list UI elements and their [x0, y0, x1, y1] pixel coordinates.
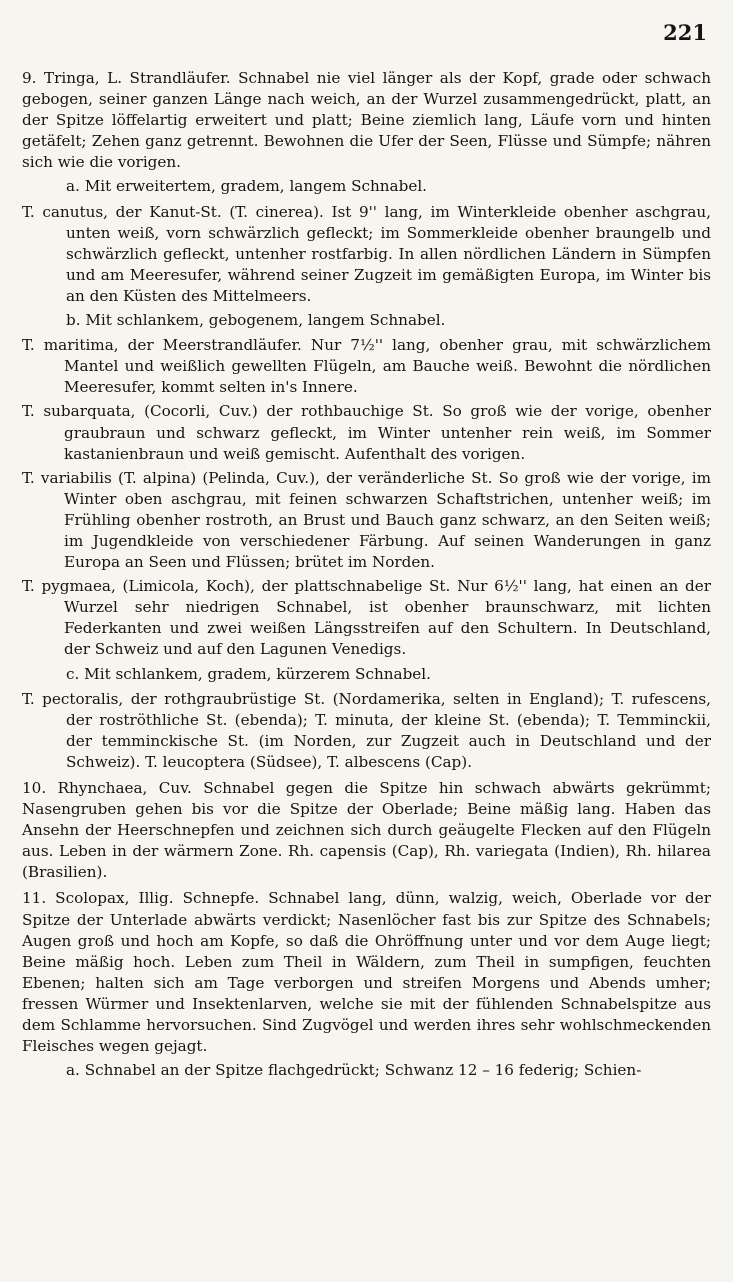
species-canutus: T. canutus, der Kanut-St. (T. cinerea). Ist 9'' lang, im Winterkleide obenher aschgrau, unten weiß, vorn schwärzlich gefleckt; im Sommerkleide obenher braungelb und schwärzlich gefleckt, untenher rostfarbig. In allen nördlichen Ländern in Sümpfen und am Meeresufer, während seiner Zugzeit im gemäßigten Europa, im Winter bis an den Küsten des Mittelmeers. [22, 202, 711, 305]
page-number: 221 [663, 20, 707, 45]
species-subarquata: T. subarquata, (Cocorli, Cuv.) der rothbauchige St. So groß wie der vorige, obenher graubraun und schwarz gefleckt, im Winter untenher rein weiß, im Sommer kastanienbraun und weiß gemischt. Aufenthalt des vorigen. [22, 402, 711, 463]
species-pygmaea: T. pygmaea, (Limicola, Koch), der plattschnabelige St. Nur 6½'' lang, hat einen an der Wurzel sehr niedrigen Schnabel, ist obenher braunschwarz, mit lichten Federkanten und zwei weißen Längsstreifen auf den Schultern. In Deutschland, der Schweiz und auf den Lagunen Venedigs. [22, 577, 711, 659]
subsection-a-heading: a. Mit erweitertem, gradem, langem Schnabel. [66, 177, 427, 196]
page-body [22, 68, 711, 1081]
paragraph-rhynchaea: 10. Rhynchaea, Cuv. Schnabel gegen die Spitze hin schwach abwärts gekrümmt; Nasengruben gehen bis vor die Spitze der Oberlade; Beine mäßig lang. Haben das Ansehn der Heerschnepfen und zeichnen sich durch geäugelte Flecken auf den Flügeln aus. Leben in der wärmern Zone. Rh. capensis (Cap), Rh. variegata (Indien), Rh. hilarea (Brasilien). [22, 779, 711, 882]
species-variabilis: T. variabilis (T. alpina) (Pelinda, Cuv.), der veränderliche St. So groß wie der vorige, im Winter oben aschgrau, mit feinen schwarzen Schaftstrichen, untenher weiß; im Frühling obenher rostroth, an Brust und Bauch ganz schwarz, an den Seiten weiß; im Jugendkleide von verschiedener Färbung. Auf seinen Wanderungen in ganz Europa an Seen und Flüssen; brütet im Norden. [22, 468, 711, 572]
species-pectoralis-group: T. pectoralis, der rothgraubrüstige St. (Nordamerika, selten in England); T. rufescens, der roströthliche St. (ebenda); T. minuta, der kleine St. (ebenda); T. Temminckii, der temminckische St. (im Norden, zur Zugzeit auch in Deutschland und der Schweiz). T. leucoptera (Südsee), T. albescens (Cap). [22, 689, 711, 771]
subsection-a-scolopax: a. Schnabel an der Spitze flachgedrückt; Schwanz 12 – 16 federig; Schien- [66, 1061, 642, 1080]
species-maritima: T. maritima, der Meerstrandläufer. Nur 7½'' lang, obenher grau, mit schwärzlichem Mantel und weißlich gewellten Flügeln, am Bauche weiß. Bewohnt die nördlichen Meeresufer, kommt selten in's Innere. [22, 336, 711, 397]
paragraph-tringa: 9. Tringa, L. Strandläufer. Schnabel nie viel länger als der Kopf, grade oder schwach gebogen, seiner ganzen Länge nach weich, an der Wurzel zusammengedrückt, platt, an der Spitze löffelartig erweitert und platt; Beine ziemlich lang, Läufe vorn und hinten getäfelt; Zehen ganz getrennt. Bewohnen die Ufer der Seen, Flüsse und Sümpfe; nähren sich wie die vorigen. [22, 69, 711, 172]
subsection-c-heading: c. Mit schlankem, gradem, kürzerem Schnabel. [66, 664, 431, 683]
paragraph-scolopax: 11. Scolopax, Illig. Schnepfe. Schnabel lang, dünn, walzig, weich, Oberlade vor der Spitze der Unterlade abwärts verdickt; Nasenlöcher fast bis zur Spitze des Schnabels; Augen groß und hoch am Kopfe, so daß die Ohröffnung unter und vor dem Auge liegt; Beine mäßig hoch. Leben zum Theil in Wäldern, zum Theil in sumpfigen, feuchten Ebenen; halten sich am Tage verborgen und streifen Morgens und Abends umher; fressen Würmer und Insektenlarven, welche sie mit der fühlenden Schnabelspitze aus dem Schlamme hervorsuchen. Sind Zugvögel und werden ihres sehr wohlschmeckenden Fleisches wegen gejagt. [22, 889, 711, 1056]
subsection-b-heading: b. Mit schlankem, gebogenem, langem Schnabel. [66, 311, 446, 330]
